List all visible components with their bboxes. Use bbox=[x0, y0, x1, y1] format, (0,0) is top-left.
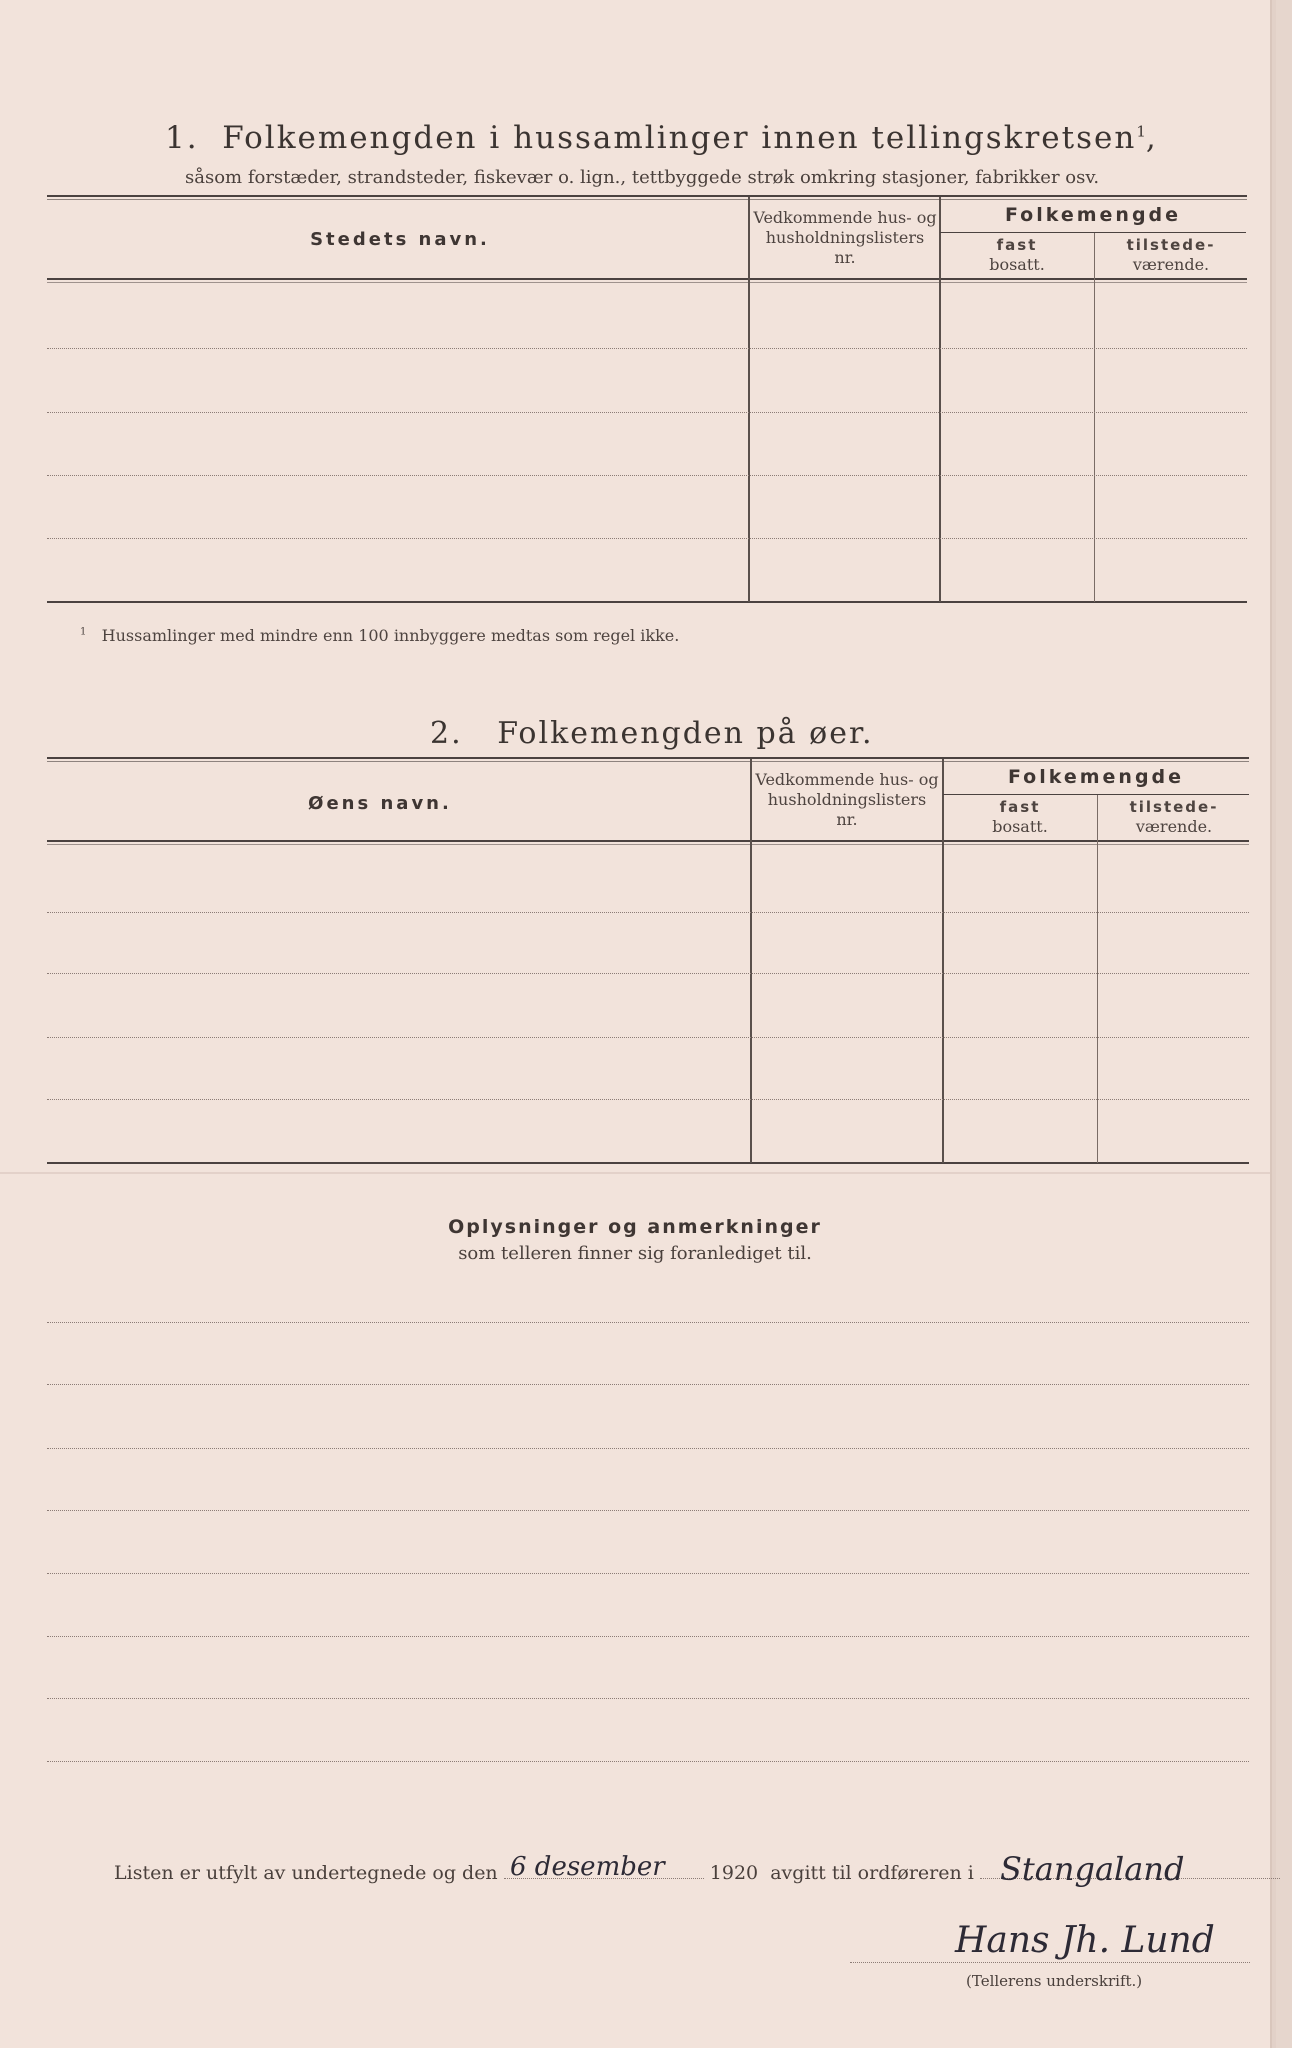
signer-line bbox=[850, 1962, 1250, 1963]
section1-subtitle: såsom forstæder, strandsteder, fiskevær o. lign., tettbyggede strøk omkring stasjoner, fabrikker osv. bbox=[185, 167, 1100, 188]
table1-divider-1 bbox=[748, 197, 750, 602]
table2-row-line bbox=[47, 912, 1249, 913]
handwritten-municipality: Stangaland bbox=[1000, 1850, 1185, 1888]
table2-list-header-line1: Vedkommende hus- og bbox=[755, 770, 939, 789]
table2-tilst-line2: værende. bbox=[1135, 817, 1213, 836]
table1-place-header: Stedets navn. bbox=[310, 229, 490, 250]
table1-row-line bbox=[47, 475, 1247, 476]
remarks-line bbox=[47, 1384, 1249, 1385]
section2-heading bbox=[430, 716, 874, 751]
table1-bottom-rule bbox=[47, 601, 1247, 603]
section1-number: 1. bbox=[165, 120, 199, 156]
table1-row-line bbox=[47, 538, 1247, 539]
table2-top-rule-2 bbox=[47, 761, 1249, 762]
handwritten-date: 6 desember bbox=[510, 1852, 665, 1882]
remarks-line bbox=[47, 1448, 1249, 1449]
table1-list-header-line3: nr. bbox=[834, 248, 856, 267]
handwritten-signer: Hans Jh. Lund bbox=[955, 1920, 1215, 1961]
table2-list-header bbox=[754, 770, 940, 830]
table1-header-rule-2 bbox=[47, 282, 1247, 283]
table1-pop-header: Folkemengde bbox=[1004, 204, 1182, 226]
signature-year: 1920 bbox=[709, 1862, 759, 1884]
table2-pop-subrule bbox=[943, 794, 1249, 795]
remarks-line bbox=[47, 1322, 1249, 1323]
table2-header-rule-2 bbox=[47, 844, 1249, 845]
table2-divider-2 bbox=[942, 759, 944, 1163]
table2-tilst-line1: tilstede- bbox=[1129, 798, 1219, 816]
table1-row-line bbox=[47, 348, 1247, 349]
remarks-line bbox=[47, 1510, 1249, 1511]
table2-top-rule bbox=[47, 757, 1249, 759]
footnote-mark: 1 bbox=[80, 626, 87, 638]
table2-fast-line1: fast bbox=[999, 798, 1041, 816]
table1-list-header-line1: Vedkommende hus- og bbox=[753, 208, 937, 227]
table1-divider-2 bbox=[939, 197, 941, 602]
section1-title: Folkemengden i hussamlinger innen tellingskretsen bbox=[222, 120, 1137, 156]
table2-divider-1 bbox=[750, 759, 752, 1163]
paper-fold bbox=[0, 1172, 1270, 1174]
table1-top-rule bbox=[47, 195, 1247, 197]
table2-fast-line2: bosatt. bbox=[992, 817, 1048, 836]
table2-bottom-rule bbox=[47, 1162, 1249, 1164]
signature-text-before: Listen er utfylt av undertegnede og den bbox=[114, 1862, 498, 1884]
table1-fast-line1: fast bbox=[996, 236, 1038, 254]
section2-number: 2. bbox=[430, 716, 463, 751]
signature-text-after: avgitt til ordføreren i bbox=[770, 1862, 974, 1884]
remarks-line bbox=[47, 1761, 1249, 1762]
table2-list-header-line3: nr. bbox=[836, 810, 858, 829]
table1-tilst-line2: værende. bbox=[1132, 255, 1210, 274]
table2-list-header-line2: husholdningslisters bbox=[767, 790, 927, 809]
remarks-line bbox=[47, 1636, 1249, 1637]
table1-tilst-line1: tilstede- bbox=[1126, 236, 1216, 254]
section1-title-suffix: , bbox=[1145, 120, 1158, 156]
table2-header-rule bbox=[47, 840, 1249, 842]
remarks-title: Oplysninger og anmerkninger bbox=[448, 1216, 822, 1238]
section1-title-footnote-mark: 1 bbox=[1136, 122, 1146, 141]
table2-place-header: Øens navn. bbox=[308, 793, 452, 814]
section1-heading bbox=[165, 120, 1165, 156]
table1-row-line bbox=[47, 412, 1247, 413]
table1-header-rule bbox=[47, 278, 1247, 280]
table2-pop-header: Folkemengde bbox=[1007, 766, 1185, 788]
table2-row-line bbox=[47, 1099, 1249, 1100]
table1-fast-header bbox=[942, 236, 1092, 274]
table1-fast-line2: bosatt. bbox=[989, 255, 1045, 274]
table1-list-header bbox=[752, 208, 938, 268]
signature-caption: (Tellerens underskrift.) bbox=[966, 1972, 1143, 1990]
remarks-line bbox=[47, 1698, 1249, 1699]
section1-footnote bbox=[80, 626, 679, 645]
table1-list-header-line2: husholdningslisters bbox=[765, 228, 925, 247]
table2-row-line bbox=[47, 973, 1249, 974]
footnote-text: Hussamlinger med mindre enn 100 innbyggere medtas som regel ikke. bbox=[101, 626, 680, 645]
table1-divider-3 bbox=[1094, 233, 1095, 602]
table2-fast-header bbox=[945, 798, 1095, 836]
table1-pop-subrule bbox=[940, 232, 1246, 233]
table2-row-line bbox=[47, 1037, 1249, 1038]
table1-tilst-header bbox=[1096, 236, 1246, 274]
remarks-line bbox=[47, 1573, 1249, 1574]
table1-top-rule-2 bbox=[47, 199, 1247, 200]
section2-title: Folkemengden på øer. bbox=[497, 716, 874, 751]
remarks-subtitle: som telleren finner sig foranlediget til. bbox=[458, 1243, 812, 1264]
table2-divider-3 bbox=[1097, 795, 1098, 1163]
table2-tilst-header bbox=[1099, 798, 1249, 836]
